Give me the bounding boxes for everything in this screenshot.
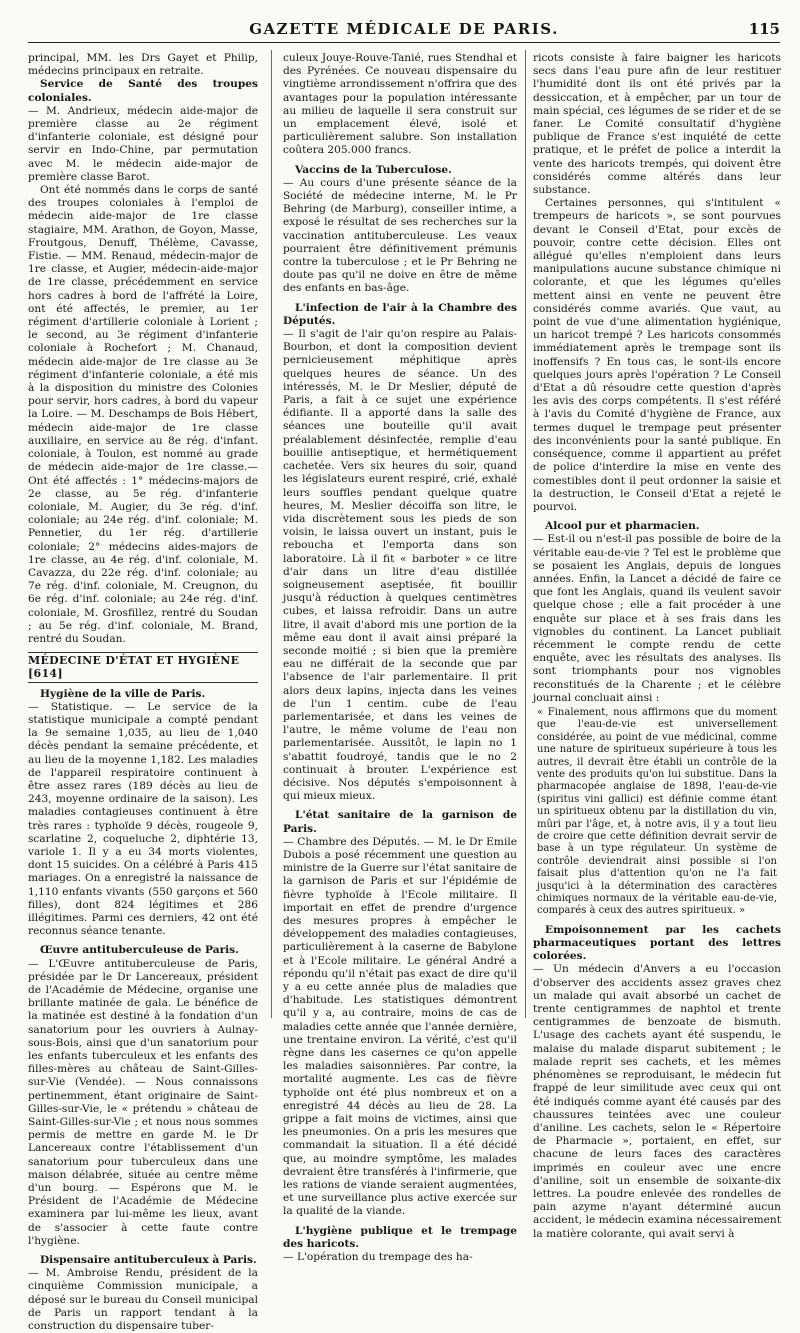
column-left — [28, 52, 258, 1333]
journal-title: GAZETTE MÉDICALE DE PARIS. — [249, 20, 559, 38]
quotation: « Finalement, nous affirmons que du moment que l'eau-de-vie est universellement considérée, au point de vue médicinal, comme une nature de spiritueux supérieure à tous les autres, il devrait être établi un contrôle de la vente des produits qu'on lui substitue. Dans la pharmacopée anglaise de 1898, l'eau-de-vie (spiritus vini gallici) est définie comme étant un spiritueux obtenu par la distillation du vin, mûri par l'âge, et, à notre avis, il y a tout lieu de croire que cette définition devrait servir de base à un type régulateur. Un système de contrôle deviendrait ainsi possible si l'on faisait plus d'attention qu'on ne l'a fait jusqu'ici à la détermination des caractères chimiques normaux de la véritable eau-de-vie, comparés à ceux des autres spiritueux. » — [537, 706, 777, 917]
paragraph: — Au cours d'une présente séance de la Société de médecine interne, M. le Pr Behring (de Marburg), conseiller intime, a exposé le résultat de ses recherches sur la vaccination antituberculeuse. Les veaux pourraient être définitivement prémunis contre la tuberculose ; et le Pr Behring ne doute pas qu'il ne doive en être de même des enfants en bas-âge. — [283, 176, 517, 295]
paragraph: culeux Jouye-Rouve-Tanié, rues Stendhal et des Pyrénées. Ce nouveau dispensaire du vingtième arrondissement n'offrira que des avantages pour la population intéressante au milieu de laquelle il sera construit sur un emplacement élevé, isolé et particulièrement salubre. Son installation coûtera 205.000 francs. — [283, 52, 517, 157]
article-heading: Vaccins de la Tuberculose. — [295, 163, 452, 176]
article-heading: Alcool pur et pharmacien. — [545, 520, 700, 533]
article-heading: Hygiène de la ville de Paris. — [40, 687, 206, 700]
paragraph: — Est-il ou n'est-il pas possible de boire de la véritable eau-de-vie ? Tel est le problème que se posaient les Anglais, depuis de longues années. Enfin, la Lancet a décidé de faire ce que font les Anglais, quand ils veulent savoir quelque chose ; elle a fait procéder à une enquête sur place et à ses frais dans les vignobles du continent. La Lancet publiait récemment le compte rendu de cette enquête, avec les résultats des analyses. Ils sont triomphants pour nos vignobles reconstitués de la Charente ; et le célèbre journal concluait ainsi : — [533, 533, 781, 704]
article-heading: Œuvre antituberculeuse de Paris. — [40, 944, 239, 957]
paragraph: Ont été nommés dans le corps de santé des troupes coloniales à l'emploi de médecin aide-major de 1re classe stagiaire, MM. Arathon, de Goyon, Masse, Froutgous, Denuff, Thélème, Cavasse, Fistie. — MM. Renaud, médecin-major de 1re classe, et Augier, médecin-aide-major de 1re classe, précédemment en service hors cadres à bord de l'affrété la Loire, ont été affectés, le premier, au 1er régiment d'artillerie coloniale à Lorient ; le second, au 3e régiment d'infanterie coloniale à Rochefort ; M. Chanaud, médecin aide-major de 1re classe au 3e régiment d'infanterie coloniale, a été mis à la disposition du ministre des Colonies pour servir, hors cadres, à bord du vapeur la Loire. — M. Deschamps de Bois Hébert, médecin aide-major de 1re classe auxiliaire, en service au 8e rég. d'infant. coloniale, à Toulon, est nommé au grade de médecin aide-major de 1re classe.— Ont été affectés : 1° médecins-majors de 2e classe, au 5e rég. d'infanterie coloniale, M. Augier, du 3e rég. d'inf. coloniale; au 24e rég. d'inf. coloniale; M. Pennetier, du 1er rég. d'artillerie coloniale; 2° médecins aides-majors de 1re classe, au 4e rég. d'inf. coloniale, M. Cavazza, du 22e rég. d'inf. coloniale; au 7e rég. d'inf. coloniale, M. Creugnon, du 6e rég. d'inf. coloniale; au 24e rég. d'inf. coloniale, M. Grosfillez, rentré du Soudan ; au 5e rég. d'inf. coloniale, M. Brand, rentré du Soudan. — [28, 184, 258, 645]
column-divider — [271, 50, 272, 1018]
page-header — [28, 18, 780, 43]
paragraph: ricots consiste à faire baigner les haricots secs dans l'eau pure afin de leur restituer l'humidité dont ils ont été privés par la dessiccation, et à empêcher, par un tour de main spécial, ces légumes de se rider et de se faner. Le Comité consultatif d'hygiène publique de France s'est inquiété de cette pratique, et le préfet de police a interdit la vente des haricots trempés, qui doivent être considérés comme altérés dans leur substance. — [533, 52, 781, 197]
article-heading: L'état sanitaire de la garnison de Paris. — [283, 809, 517, 835]
article-heading: Service de Santé des troupes coloniales. — [28, 78, 258, 104]
paragraph: — M. Ambroise Rendu, président de la cinquième Commission municipale, a déposé sur le bureau du Conseil municipal de Paris un rapport tendant à la construction du dispensaire tuber- — [28, 1267, 258, 1333]
paragraph: — Un médecin d'Anvers a eu l'occasion d'observer des accidents assez graves chez un malade qui avait absorbé un cachet de trente centigrammes de naphtol et trente centigrammes de benzoate de bismuth. L'usage des cachets ayant été suspendu, le malaise du malade disparut subitement ; le malade reprit ses cachets, et les mêmes phénomènes se reproduisant, le médecin fut frappé de leur similitude avec ceux qui ont été indiqués comme ayant été causés par des chaussures teintées avec une couleur d'aniline. Les cachets, selon le « Répertoire de Pharmacie », portaient, en effet, sur chacune de leurs faces des caractères imprimés en couleur avec une encre d'aniline, soit un ensemble de soixante-dix lettres. La poudre enlevée des rondelles de pain azyme n'ayant déterminé aucun accident, le médecin examina nécessairement la matière colorante, qui avait servi à — [533, 963, 781, 1240]
page-number: 115 — [748, 20, 780, 38]
article-heading: Dispensaire antituberculeux à Paris. — [40, 1254, 257, 1267]
article-heading: L'hygiène publique et le trempage des haricots. — [283, 1224, 517, 1250]
article-heading: L'infection de l'air à la Chambre des Députés. — [283, 301, 517, 327]
section-heading: MÉDECINE D'ÉTAT ET HYGIÈNE [614] — [28, 652, 258, 682]
paragraph: — L'opération du trempage des ha- — [283, 1251, 473, 1264]
paragraph: Certaines personnes, qui s'intitulent « trempeurs de haricots », se sont pourvues devant le Conseil d'Etat, pour excès de pouvoir, contre cette décision. Elles ont allégué qu'elles n'emploient dans leurs manipulations aucune substance chimique ni colorante, et que les légumes qu'elles mettent ainsi en vente ne peuvent être considérés comme avariés. Que vaut, au point de vue d'une alimentation hygiénique, un haricot trempé ? Les haricots consommés immédiatement après le trempage sont ils inoffensifs ? En tous cas, le sont-ils encore quelques jours après l'opération ? Le Conseil d'Etat a dû résoudre cette question d'après les avis des corps compétents. Il s'est référé à l'avis du Comité d'hygiène de France, aux termes duquel le trempage peut présenter des inconvénients pour la santé publique. En conséquence, comme il appartient au préfet de police d'interdire la mise en vente des comestibles dont il peut ordonner la saisie et la destruction, le Conseil d'Etat a rejeté le pourvoi. — [533, 197, 781, 513]
paragraph: — L'Œuvre antituberculeuse de Paris, présidée par le Dr Lancereaux, président de l'Académie de Médecine, organise une brillante matinée de gala. Le bénéfice de la matinée est destiné à la fondation d'un sanatorium pour les ouvriers à Aulnay-sous-Bois, ainsi que d'un sanatorium pour les enfants tuberculeux et les enfants des filles-mères au château de Saint-Gilles-sur-Vie (Vendée). — Nous connaissons pertinemment, étant originaire de Saint-Gilles-sur-Vie, le « prétendu » château de Saint-Gilles-sur-Vie ; et nous nous sommes permis de mettre en garde M. le Dr Lancereaux contre l'établissement d'un sanatorium pour tuberculeux dans une maison délabrée, située au centre même d'un bourg. — Espérons que M. le Président de l'Académie de Médecine examinera par lui-même les lieux, avant de s'associer à cette faute contre l'hygiène. — [28, 957, 258, 1247]
paragraph: — Il s'agit de l'air qu'on respire au Palais-Bourbon, et dont la composition devient pernicieusement méphitique après quelques heures de séance. Un des intéressés, M. le Dr Meslier, député de Paris, a fait à ce sujet une expérience édifiante. Il a apporté dans la salle des séances une bouteille qu'il avait préalablement désinfectée, remplie d'eau bouillie antiseptique, et hermétiquement cachetée. Vers six heures du soir, quand les législateurs eurent respiré, crié, exhalé leurs souffles pendant quelque quatre heures, M. Meslier décoiffa son litre, le vida discrètement sous les pieds de son voisin, le laissa ouvert un instant, puis le reboucha et l'emporta dans son laboratoire. Là il fit « barboter » ce litre d'air dans un litre d'eau distillée soigneusement aseptisée, fit bouillir jusqu'à réduction à quelques centimètres cubes, et laissa refroidir. Dans un autre litre, il avait d'abord mis une portion de la même eau dont il avait ainsi préparé la seconde moitié ; si bien que la première eau ne différait de la seconde que par l'absence de l'air parlementaire. Il prit alors deux lapins, injecta dans les veines de l'un 1 centim. cube de l'eau parlementarisée, et dans les veines de l'autre, le même volume de l'eau non parlementarisée. Aussitôt, le lapin no 1 s'abattit foudroyé, tandis que le no 2 continuait à brouter. L'expérience est décisive. Nos députés s'empoisonnent à qui mieux mieux. — [283, 328, 517, 803]
paragraph: — Statistique. — Le service de la statistique municipale a compté pendant la 9e semaine 1,035, au lieu de 1,040 décès pendant la semaine précédente, et au lieu de la moyenne 1,182. Les maladies de l'appareil respiratoire continuent à être assez rares (189 décès au lieu de 243, moyenne ordinaire de la saison). Les maladies contagieuses continuent à être très rares : typhoïde 9 décès, rougeole 9, scarlatine 2, coqueluche 2, diphtérie 13, variole 1. Il y a eu 34 morts violentes, dont 15 suicides. On a célébré à Paris 415 mariages. On a enregistré la naissance de 1,110 enfants vivants (550 garçons et 560 filles), dont 824 légitimes et 286 illégitimes. Parmi ces derniers, 42 ont été reconnus séance tenante. — [28, 700, 258, 938]
paragraph: — Chambre des Députés. — M. le Dr Emile Dubois a posé récemment une question au ministre de la Guerre sur l'état sanitaire de la garnison de Paris et sur l'épidémie de fièvre typhoïde à l'Ecole militaire. Il importait en effet de prendre d'urgence des mesures propres à empêcher le développement des maladies contagieuses, particulièrement à la caserne de Babylone et à l'Ecole militaire. Le général André a répondu qu'il n'était pas exact de dire qu'il y a eu cette année plus de maladies que d'habitude. Les statistiques démontrent qu'il y a, au contraire, moins de cas de maladies cette année que l'année dernière, une trentaine environ. La vérité, c'est qu'il règne dans les casernes ce qu'on appelle les maladies saisonnières. Par contre, la mortalité augmente. Les cas de fièvre typhoïde ont été plus nombreux et on a enregistré 44 décès au lieu de 28. La grippe a fait moins de victimes, ainsi que les pneumonies. On a pris les mesures que commandait la situation. Il a été décidé que, au moindre symptôme, les malades devraient être transférés à l'infirmerie, que les rations de viande seraient augmentées, et une surveillance plus active exercée sur la qualité de la viande. — [283, 835, 517, 1218]
paragraph: — M. Andrieux, médecin aide-major de première classe au 2e régiment d'infanterie coloniale, est désigné pour servir en Indo-Chine, par permutation avec M. le médecin aide-major de première classe Barot. — [28, 104, 258, 183]
column-right — [533, 52, 781, 1240]
article-heading: Empoisonnement par les cachets pharmaceutiques portant des lettres colorées. — [533, 923, 781, 963]
column-middle — [283, 52, 517, 1264]
column-divider — [525, 50, 526, 1018]
paragraph: principal, MM. les Drs Gayet et Philip, médecins principaux en retraite. — [28, 52, 258, 78]
